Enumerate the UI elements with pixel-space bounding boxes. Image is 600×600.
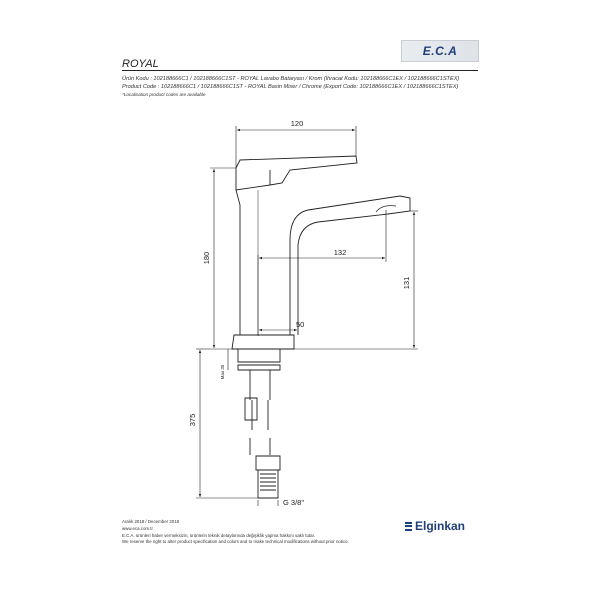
- dim-spout-height: 131: [402, 276, 411, 290]
- product-code-en: Product Code : 102188666C1 / 102188666C1ST - ROYAL Basin Mixer / Chrome (Export Code: 102188666C1EX / 102188666C1STEX): [122, 84, 459, 90]
- elginkan-logo: [405, 519, 465, 533]
- faucet-outline: [232, 156, 410, 498]
- dim-thread: Max 35: [220, 364, 225, 380]
- localisation-note: *Localisation product codes are available: [122, 92, 206, 97]
- product-title: ROYAL: [122, 58, 159, 70]
- dim-spout-reach: 132: [333, 248, 347, 257]
- footer-disclaimer-en: We reserve the right to alter product specification and colors and to make technical modifications without prior notice.: [122, 539, 349, 544]
- dimension-lines: [196, 126, 418, 506]
- product-code-tr: Ürün Kodu : 102188666C1 / 102188666C1ST - ROYAL Lavabo Bataryası / Krom (İhracat Kodu: 102188666C1EX / 102188666C1STEX): [122, 76, 460, 82]
- footer-disclaimer-tr: E.C.A. ürünleri haber vermeksizin, ürünlerin teknik detaylarında değişiklik yapma hakkını saklı tutar.: [122, 533, 316, 538]
- dim-base: 50: [296, 320, 305, 329]
- footer-date: Aralık 2018 / December 2018: [122, 519, 180, 524]
- eca-logo-text: E.C.A: [422, 44, 458, 58]
- dim-under-length: 375: [188, 413, 197, 427]
- footer-website: www.eca.com.tr: [122, 526, 153, 531]
- dim-connection: G 3/8": [283, 498, 305, 507]
- dim-height-body: 180: [202, 251, 211, 265]
- elginkan-text: Elginkan: [415, 519, 466, 533]
- elginkan-mark-icon: [405, 522, 412, 531]
- dim-width-top: 120: [290, 119, 304, 128]
